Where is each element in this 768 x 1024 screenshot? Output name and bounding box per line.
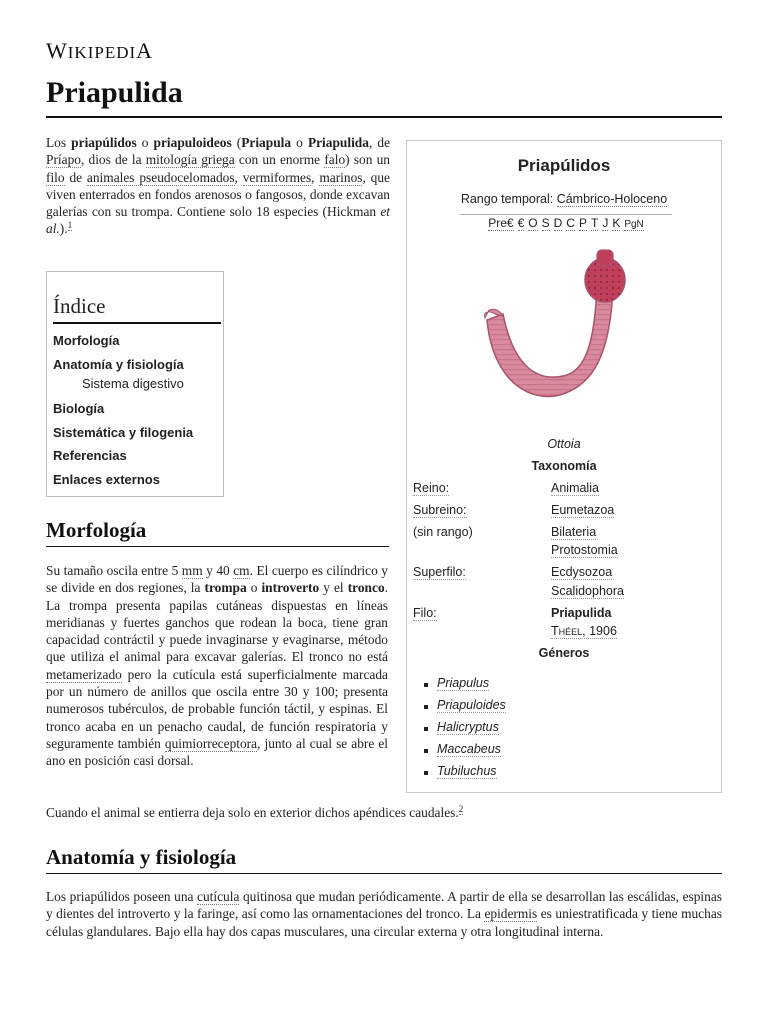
toc-item-biologia[interactable]: Biología [53,401,105,416]
link-animales-pseudocelomados[interactable]: animales pseudocelomados [86,169,235,185]
heading-anatomia-rule [46,873,722,874]
image-caption: Ottoia [547,437,581,451]
geologic-period-bar [460,214,672,230]
rank-value-protostomia[interactable]: Protostomia [551,543,618,557]
temporal-range-value[interactable]: Cámbrico-Holoceno [556,192,668,206]
taxobox [406,140,722,793]
link-epidermis[interactable]: epidermis [484,906,538,922]
link-priapo[interactable]: Príapo [46,152,81,168]
period-permian[interactable]: P [578,216,587,230]
rank-label-sin-rango: (sin rango) [413,525,473,539]
temporal-range [407,192,721,206]
anatomia-paragraph: Los priapúlidos poseen una cutícula quitinosa que mudan periódicamente. A partir de ella se desarrollan las escálidas, espinas y dientes del introverto y la faringe, así como las ornamentaciones del tronco. La epidermis es uniestratificada y tiene muchas células glandulares. Bajo ella hay dos capas musculares, una circular externa y otra longitudinal interna. [46,889,722,939]
genera-heading: Géneros [538,646,590,660]
rank-value-ecdysozoa[interactable]: Ecdysozoa [551,565,613,579]
rank-value-scalidophora[interactable]: Scalidophora [551,584,624,598]
page-title: Priapulida [46,76,183,109]
rank-value-subreino[interactable]: Eumetazoa [551,503,615,517]
link-vermiformes[interactable]: vermiformes [242,169,312,185]
rank-label-superfilo: Superfilo: [413,565,466,579]
reference-1[interactable]: 1 [67,220,73,231]
taxobox-title: Priapúlidos [517,156,611,175]
toc-item-referencias[interactable]: Referencias [53,448,127,463]
rank-value-bilateria[interactable]: Bilateria [551,525,597,539]
reference-2[interactable]: 2 [458,803,464,814]
toc-item-anatomia[interactable]: Anatomía y fisiología [53,357,184,372]
genus-tubiluchus[interactable]: Tubiluchus [435,764,506,786]
rank-label-filo: Filo: [413,606,437,620]
period-devonian[interactable]: D [553,216,563,230]
heading-anatomia: Anatomía y fisiología [46,845,237,869]
period-cretaceous[interactable]: K [612,216,621,230]
link-quimiorreceptora[interactable]: quimiorreceptora [164,735,258,751]
toc-item-enlaces-externos[interactable]: Enlaces externos [53,472,160,487]
link-mm[interactable]: mm [181,563,203,578]
wikipedia-logo[interactable] [46,38,153,64]
period-pre-cambrian[interactable]: Pre€ [488,216,514,230]
genus-halicryptus[interactable]: Halicryptus [435,720,506,742]
rank-label-reino: Reino: [413,481,450,495]
link-falo[interactable]: falo [324,152,346,168]
morfologia-paragraph: Su tamaño oscila entre 5 mm y 40 cm. El cuerpo es cilíndrico y se divide en dos regiones, la trompa o introverto y el tronco. La trompa presenta papilas cutáneas dispuestas en líneas meridianas y fuertes ganchos que rodean la boca, tiene gran capacidad contráctil y puede invaginarse y evaginarse, método que utiliza el animal para excavar galerías. El tronco no está metamerizado pero la cutícula está superficialmente marcada por un número de anillos que oscila entre 30 y 100; presenta numerosos tubérculos, de probable función táctil, y espinas. El tronco acaba en un penacho caudal, de función respiratoria y seguramente también quimiorreceptora, junto al cual se abre el ano en posición casi dorsal. [46,563,389,769]
heading-morfologia-rule [46,546,389,547]
logo-last-letter: A [136,38,154,63]
ottoia-image[interactable] [473,244,643,424]
rank-label-subreino: Subreino: [413,503,467,517]
toc-subitem-sistema-digestivo[interactable]: Sistema digestivo [82,376,184,391]
logo-first-letter: W [46,38,68,63]
genus-maccabeus[interactable]: Maccabeus [435,742,506,764]
period-ordovician[interactable]: O [528,216,538,230]
genus-priapuloides[interactable]: Priapuloides [435,698,506,720]
period-triassic[interactable]: T [590,216,599,230]
rank-value-filo: Priapulida [551,606,612,620]
link-marinos[interactable]: marinos [319,169,363,185]
genus-priapulus[interactable]: Priapulus [435,676,506,698]
genera-list [435,676,506,786]
period-jurassic[interactable]: J [602,216,609,230]
taxon-authority[interactable]: Théel, 1906 [551,624,617,638]
toc-item-sistematica[interactable]: Sistemática y filogenia [53,425,194,440]
intro-paragraph: Los priapúlidos o priapuloideos (Priapula o Priapulida, de Príapo, dios de la mitología griega con un enorme falo) son un filo de animales pseudocelomados, vermiformes, marinos, que viven enterrados en fondos arenosos o fangosos, donde excavan galerías con su trompa. Contiene solo 18 especies (Hickman et al.).$^1$ [46,135,391,237]
toc-item-morfologia[interactable]: Morfología [53,333,120,348]
link-mitologia-griega[interactable]: mitología griega [145,152,235,168]
period-paleogene-neogene[interactable]: PgN [624,219,644,230]
toc-title: Índice [53,294,221,324]
logo-small-caps: IKIPEDI [67,43,137,62]
link-filo[interactable]: filo [46,169,65,185]
heading-morfologia: Morfología [46,518,147,542]
rank-value-reino[interactable]: Animalia [551,481,599,495]
morfologia-paragraph-end: Cuando el animal se entierra deja solo en exterior dichos apéndices caudales.$^2$ [46,803,464,820]
table-of-contents [46,271,224,497]
taxonomy-heading: Taxonomía [531,459,597,473]
title-divider [46,116,722,118]
temporal-range-label: Rango temporal: [460,192,557,206]
link-metamerizado[interactable]: metamerizado [46,666,122,682]
period-cambrian[interactable]: € [517,216,525,230]
period-silurian[interactable]: S [541,216,550,230]
link-cuticula[interactable]: cutícula [197,889,240,904]
link-cm[interactable]: cm [233,563,250,578]
period-carboniferous[interactable]: C [566,216,575,230]
